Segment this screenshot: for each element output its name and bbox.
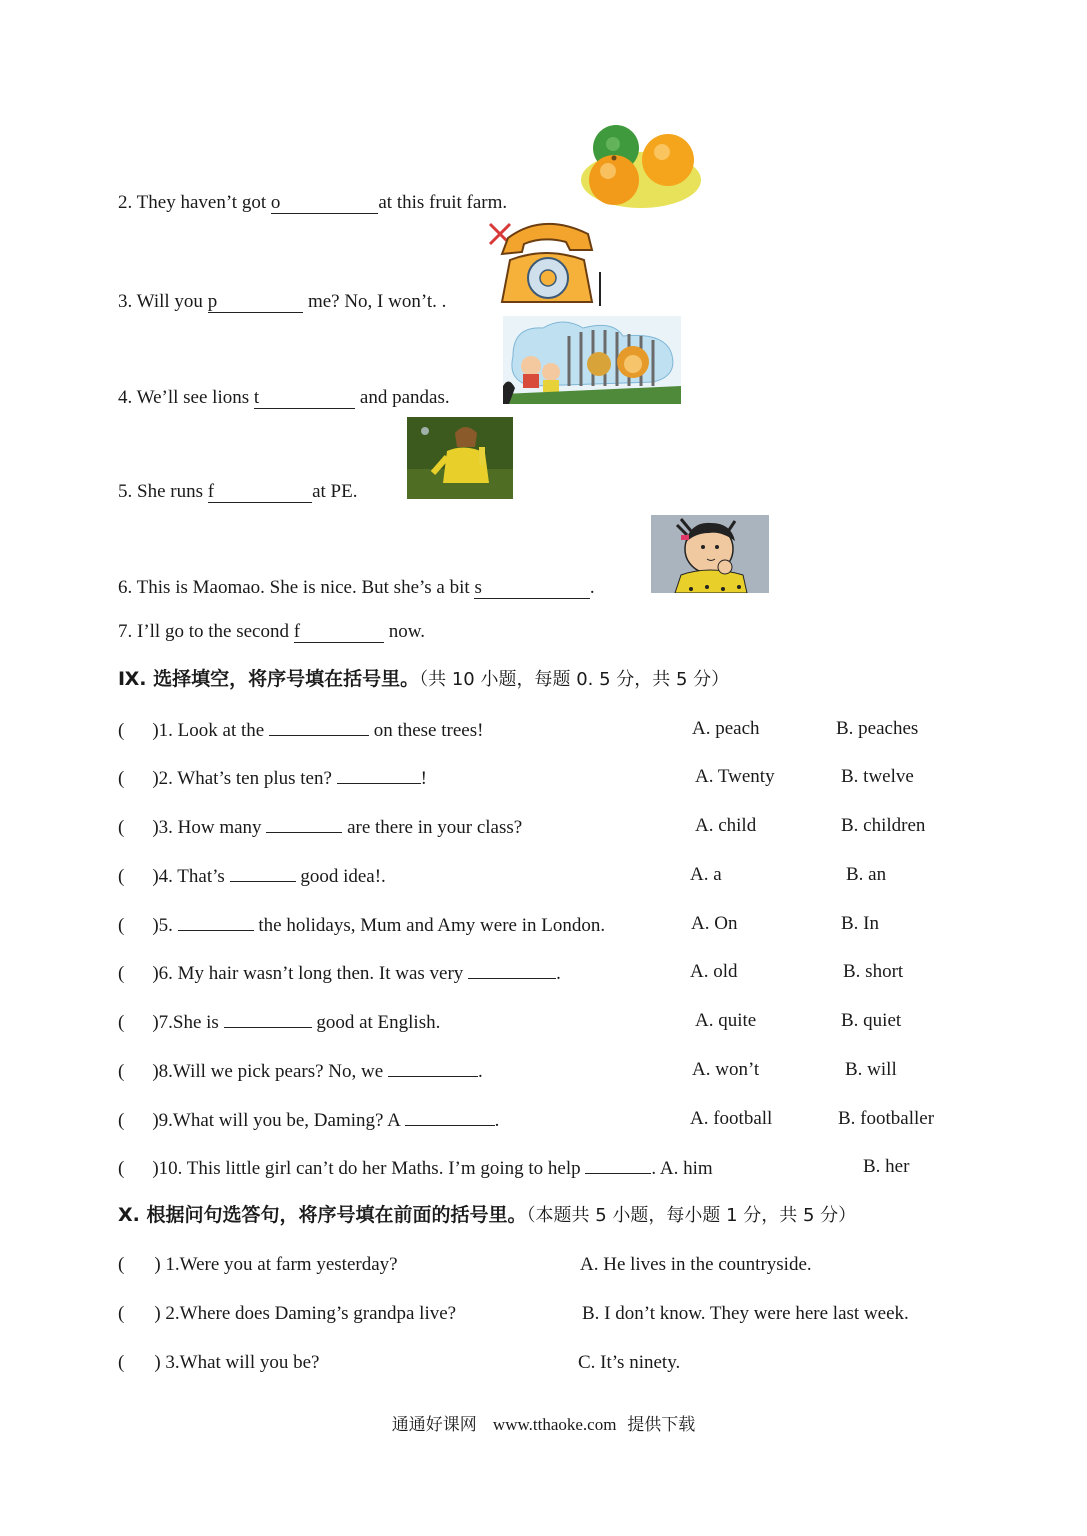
section-title: Ⅹ. 根据问句选答句，将序号填在前面的括号里。 (118, 1204, 527, 1226)
answer-paren[interactable]: ( (118, 720, 125, 741)
choice-question (118, 1058, 483, 1084)
item-text: This is Maomao. She is nice. But she’s a bit (136, 577, 475, 598)
fill-item (118, 289, 446, 314)
answer-paren[interactable]: ( (118, 915, 125, 936)
option-a[interactable]: A. quite (695, 1010, 757, 1031)
item-text: We’ll see lions (136, 387, 254, 408)
answer-paren[interactable]: ( (118, 1352, 125, 1373)
fill-item (118, 190, 507, 215)
option-b[interactable]: B. footballer (838, 1108, 935, 1129)
option-a[interactable]: A. old (690, 961, 738, 982)
option-b[interactable]: B. short (843, 961, 904, 982)
item-text: at this fruit farm. (378, 192, 508, 213)
choice-question (118, 1155, 713, 1181)
answer-option: A. He lives in the countryside. (580, 1254, 812, 1275)
section-heading (118, 1203, 856, 1228)
item-number: 6. (118, 577, 133, 598)
answer-blank[interactable] (468, 960, 556, 979)
answer-blank[interactable] (269, 717, 369, 736)
item-text: She runs (137, 481, 208, 502)
answer-paren[interactable]: ( (118, 817, 125, 838)
item-number: 4. (118, 387, 133, 408)
answer-blank[interactable] (337, 765, 421, 784)
question-stem: . (556, 963, 561, 984)
answer-blank[interactable]: f (208, 481, 312, 503)
question-stem: )4. That’s (152, 866, 230, 887)
answer-paren[interactable]: ( (118, 1061, 125, 1082)
item-number: 7. (118, 621, 133, 642)
option-b[interactable]: B. twelve (841, 766, 914, 787)
answer-option: C. It’s ninety. (578, 1352, 681, 1373)
maomao-image (651, 515, 769, 593)
item-text: . (589, 577, 595, 598)
answer-blank[interactable]: p (208, 291, 304, 313)
answer-paren[interactable]: ( (118, 1303, 125, 1324)
question-stem: are there in your class? (342, 817, 523, 838)
option-b[interactable]: B. In (841, 913, 879, 934)
answer-blank[interactable]: s (474, 577, 589, 599)
answer-paren[interactable]: ( (118, 1254, 125, 1275)
question-stem: on these trees! (368, 720, 484, 741)
answer-blank[interactable]: t (254, 387, 355, 409)
option-a[interactable]: A. peach (692, 718, 760, 739)
answer-blank[interactable] (230, 863, 296, 882)
option-b[interactable]: B. peaches (836, 718, 919, 739)
item-text: Will you (136, 291, 208, 312)
fill-item (118, 619, 425, 644)
option-a[interactable]: A. child (695, 815, 757, 836)
question-stem: )2. What’s ten plus ten? (152, 768, 337, 789)
footer-url[interactable]: www.tthaoke.com (492, 1415, 617, 1434)
item-text: me? No, I won’t. . (303, 291, 447, 312)
answer-blank[interactable] (266, 814, 342, 833)
match-question (118, 1351, 319, 1375)
choice-question (118, 1107, 499, 1133)
answer-option: B. I don’t know. They were here last week. (582, 1303, 909, 1324)
choice-question (118, 765, 427, 791)
choice-question (118, 1009, 440, 1035)
answer-blank[interactable] (224, 1009, 312, 1028)
choice-question (118, 912, 605, 938)
option-a[interactable]: A. Twenty (695, 766, 775, 787)
answer-paren[interactable]: ( (118, 1158, 125, 1179)
answer-blank[interactable] (585, 1155, 651, 1174)
question-stem: )10. This little girl can’t do her Maths. I’m going to help (152, 1158, 586, 1179)
answer-paren[interactable]: ( (118, 768, 125, 789)
question-stem: . A. him (651, 1158, 713, 1179)
item-text: They haven’t got (136, 192, 271, 213)
option-a[interactable]: A. On (691, 913, 738, 934)
answer-paren[interactable]: ( (118, 1110, 125, 1131)
footer-site: 通通好课网 (391, 1415, 477, 1435)
question-stem: good idea!. (295, 866, 386, 887)
question-stem: )7.She is (152, 1012, 224, 1033)
answer-paren[interactable]: ( (118, 866, 125, 887)
question-stem: )5. (152, 915, 178, 936)
answer-blank[interactable] (388, 1058, 478, 1077)
option-b[interactable]: B. her (863, 1156, 910, 1177)
question-stem: )8.Will we pick pears? No, we (152, 1061, 388, 1082)
item-number: 3. (118, 291, 133, 312)
question-text: ) 2.Where does Daming’s grandpa live? (154, 1303, 457, 1324)
option-b[interactable]: B. an (846, 864, 887, 885)
question-stem: )6. My hair wasn’t long then. It was very (152, 963, 469, 984)
fill-item (118, 385, 450, 410)
choice-question (118, 863, 386, 889)
oranges-image (578, 118, 704, 210)
question-stem: )3. How many (152, 817, 267, 838)
option-b[interactable]: B. quiet (841, 1010, 902, 1031)
answer-blank[interactable]: o (271, 192, 379, 214)
item-text: and pandas. (355, 387, 450, 408)
zoo-image (503, 316, 681, 404)
answer-blank[interactable] (178, 912, 254, 931)
item-text: now. (384, 621, 426, 642)
question-stem: )1. Look at the (152, 720, 269, 741)
choice-question (118, 960, 561, 986)
answer-paren[interactable]: ( (118, 1012, 125, 1033)
item-text: at PE. (312, 481, 358, 502)
question-text: ) 1.Were you at farm yesterday? (154, 1254, 398, 1275)
question-stem: . (477, 1061, 483, 1082)
option-a[interactable]: A. won’t (692, 1059, 760, 1080)
section-title: Ⅸ. 选择填空，将序号填在括号里。 (118, 668, 420, 690)
option-a[interactable]: A. a (690, 864, 722, 885)
question-stem: the holidays, Mum and Amy were in London. (253, 915, 606, 936)
section-note: （共 10 小题，每题 0. 5 分，共 5 分） (419, 669, 730, 690)
section-heading (118, 667, 729, 692)
match-question (118, 1253, 398, 1277)
fill-item (118, 479, 357, 504)
page-footer (0, 1410, 1087, 1435)
fill-item (118, 575, 595, 600)
item-text: I’ll go to the second (137, 621, 294, 642)
question-stem: )9.What will you be, Daming? A (152, 1110, 405, 1131)
choice-question (118, 717, 483, 743)
answer-paren[interactable]: ( (118, 963, 125, 984)
item-number: 2. (118, 192, 133, 213)
running-girl-image (407, 417, 513, 499)
answer-blank[interactable] (405, 1107, 495, 1126)
option-b[interactable]: B. children (841, 815, 926, 836)
footer-suffix: 提供下载 (627, 1415, 696, 1435)
question-stem: ! (420, 768, 427, 789)
option-b[interactable]: B. will (845, 1059, 897, 1080)
question-stem: . (494, 1110, 500, 1131)
section-note: （本题共 5 小题，每小题 1 分，共 5 分） (526, 1205, 857, 1226)
choice-question (118, 814, 522, 840)
match-question (118, 1302, 456, 1326)
option-a[interactable]: A. football (690, 1108, 773, 1129)
question-stem: good at English. (311, 1012, 441, 1033)
question-text: ) 3.What will you be? (154, 1352, 320, 1373)
answer-blank[interactable]: f (294, 621, 384, 643)
item-number: 5. (118, 481, 133, 502)
telephone-image (488, 216, 602, 308)
